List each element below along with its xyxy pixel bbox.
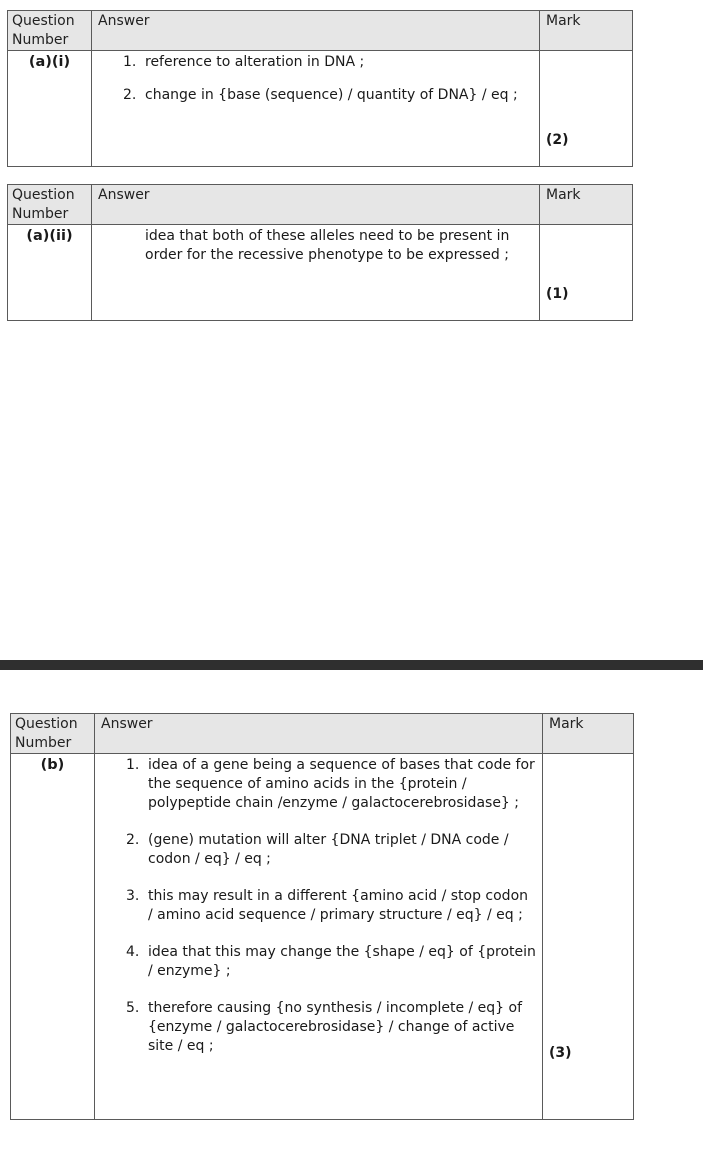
answer-point: 1. reference to alteration in DNA ; [123, 54, 365, 70]
mark-cell [543, 754, 634, 1120]
mark-value: (1) [546, 286, 569, 302]
answer-cell [92, 225, 540, 321]
header-mark: Mark [540, 11, 633, 51]
mark-scheme-table-a-i [7, 10, 633, 167]
header-mark: Mark [540, 185, 633, 225]
mark-cell [540, 225, 633, 321]
answer-point: 3. this may result in a different {amino acid / stop codon / amino acid sequence / primary structure / eq} / eq ; [126, 888, 529, 923]
question-number: (a)(ii) [8, 225, 92, 321]
mark-scheme-table-a-ii [7, 184, 633, 321]
header-answer: Answer [92, 11, 540, 51]
answer-cell [95, 754, 543, 1120]
header-question-number: Question Number [11, 714, 95, 754]
page-divider [0, 660, 703, 670]
header-mark: Mark [543, 714, 634, 754]
header-answer: Answer [95, 714, 543, 754]
mark-value: (3) [549, 1045, 572, 1061]
answer-text: idea that both of these alleles need to be present in order for the recessive phenotype to be expressed ; [145, 228, 510, 263]
answer-point: 2. change in {base (sequence) / quantity of DNA} / eq ; [123, 87, 518, 103]
question-number: (b) [11, 754, 95, 1120]
header-question-number: Question Number [8, 11, 92, 51]
answer-point: 2. (gene) mutation will alter {DNA triplet / DNA code / codon / eq} / eq ; [126, 832, 509, 867]
mark-cell [540, 51, 633, 167]
answer-cell [92, 51, 540, 167]
header-answer: Answer [92, 185, 540, 225]
answer-point: 4. idea that this may change the {shape / eq} of {protein / enzyme} ; [126, 944, 536, 979]
header-question-number: Question Number [8, 185, 92, 225]
answer-point: 1. idea of a gene being a sequence of bases that code for the sequence of amino acids in the {protein / polypeptide chain /enzyme / galactocerebrosidase} ; [126, 757, 535, 811]
question-number: (a)(i) [8, 51, 92, 167]
mark-value: (2) [546, 132, 569, 148]
mark-scheme-table-b [10, 713, 634, 1120]
answer-point: 5. therefore causing {no synthesis / incomplete / eq} of {enzyme / galactocerebrosidase} / change of active site / eq ; [126, 1000, 523, 1054]
